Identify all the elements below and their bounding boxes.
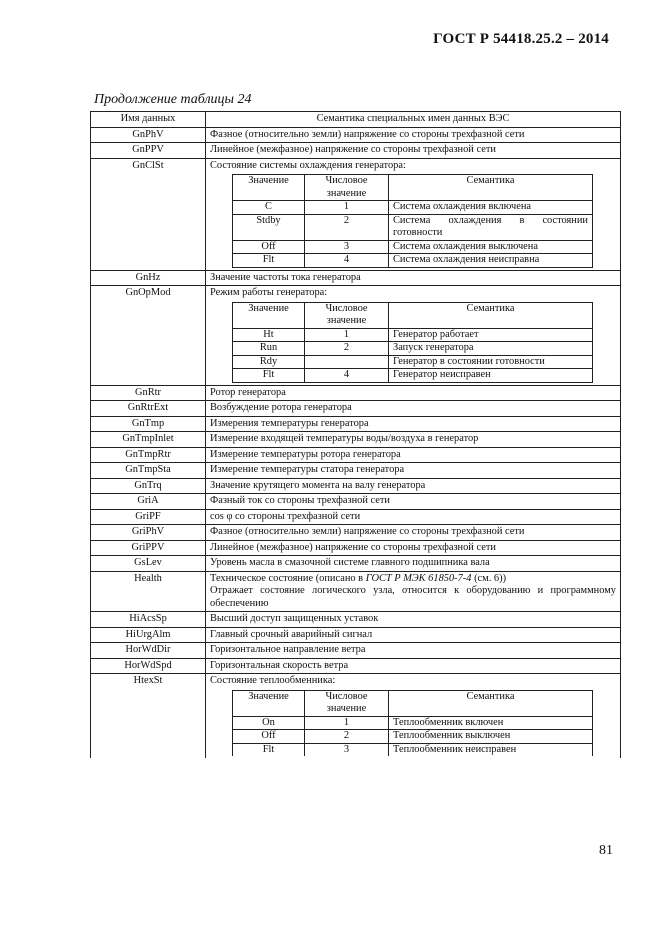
table-row (91, 540, 621, 556)
semantics-cell: Измерение температуры ротора генератора (206, 447, 621, 463)
value-row (233, 355, 593, 369)
numeric-cell: 2 (305, 342, 389, 356)
semantics-cell: Горизонтальная скорость ветра (206, 658, 621, 674)
table-row (91, 674, 621, 759)
semantics-cell: Высший доступ защищенных уставок (206, 612, 621, 628)
numeric-cell: 3 (305, 240, 389, 254)
semantics-cell: Измерение температуры статора генератора (206, 463, 621, 479)
inner-header-numeric: Числовое значение (305, 302, 389, 328)
semantics-cell: Горизонтальное направление ветра (206, 643, 621, 659)
value-row (233, 369, 593, 383)
semantics-cell: Линейное (межфазное) напряжение со стороны трехфазной сети (206, 540, 621, 556)
data-names-table (90, 111, 621, 758)
data-name-cell: HorWdSpd (91, 658, 206, 674)
value-table-header (233, 302, 593, 328)
table-row (91, 571, 621, 612)
column-header-name: Имя данных (91, 112, 206, 128)
data-name-cell: GnTmp (91, 416, 206, 432)
value-row (233, 730, 593, 744)
value-semantics-cell: Система охлаждения в состоянии готовности (389, 214, 593, 240)
semantics-cell: Линейное (межфазное) напряжение со стороны трехфазной сети (206, 143, 621, 159)
inner-header-numeric: Числовое значение (305, 175, 389, 201)
data-name-cell: Health (91, 571, 206, 612)
semantics-cell: Значение крутящего момента на валу генератора (206, 478, 621, 494)
value-row (233, 201, 593, 215)
semantics-note: Отражает состояние логического узла, относится к оборудованию и программному обеспечению (210, 585, 616, 609)
data-name-cell: GnClSt (91, 158, 206, 270)
semantics-cell (206, 571, 621, 612)
value-semantics-cell: Теплообменник неисправен (389, 743, 593, 756)
table-row (91, 143, 621, 159)
value-cell: Ht (233, 328, 305, 342)
page-number: 81 (599, 843, 613, 858)
semantics-cell: Фазное (относительно земли) напряжение со стороны трехфазной сети (206, 525, 621, 541)
table-row (91, 658, 621, 674)
value-semantics-cell: Запуск генератора (389, 342, 593, 356)
semantics-cell: Измерение входящей температуры воды/воздуха в генератор (206, 432, 621, 448)
data-name-cell: HtexSt (91, 674, 206, 759)
semantics-cell: Возбуждение ротора генератора (206, 401, 621, 417)
data-name-cell: HiUrgAlm (91, 627, 206, 643)
table-row (91, 612, 621, 628)
inner-header-semantics: Семантика (389, 175, 593, 201)
value-cell: Run (233, 342, 305, 356)
value-semantics-cell: Теплообменник включен (389, 716, 593, 730)
semantics-cell: Главный срочный аварийный сигнал (206, 627, 621, 643)
value-table (232, 690, 593, 757)
semantics-cell: Значение частоты тока генератора (206, 270, 621, 286)
value-cell: Flt (233, 743, 305, 756)
numeric-cell: 2 (305, 730, 389, 744)
inner-header-semantics: Семантика (389, 690, 593, 716)
semantics-cell (206, 674, 621, 759)
table-row (91, 401, 621, 417)
data-name-cell: GnRtr (91, 385, 206, 401)
data-name-cell: GriPF (91, 509, 206, 525)
value-semantics-cell: Генератор неисправен (389, 369, 593, 383)
table-row (91, 158, 621, 270)
numeric-cell: 4 (305, 254, 389, 268)
data-name-cell: GriPPV (91, 540, 206, 556)
data-name-cell: HorWdDir (91, 643, 206, 659)
table-row (91, 627, 621, 643)
data-name-cell: GsLev (91, 556, 206, 572)
value-cell: Flt (233, 369, 305, 383)
standard-reference: ГОСТ Р МЭК 61850-7-4 (365, 572, 472, 584)
column-header-semantics: Семантика специальных имен данных ВЭС (206, 112, 621, 128)
value-cell: On (233, 716, 305, 730)
value-table-header (233, 690, 593, 716)
table-row (91, 556, 621, 572)
data-name-cell: GnTmpInlet (91, 432, 206, 448)
value-cell: Off (233, 730, 305, 744)
inner-header-semantics: Семантика (389, 302, 593, 328)
value-table (232, 174, 593, 268)
semantics-cell: cos φ со стороны трехфазной сети (206, 509, 621, 525)
text-after-ref: (см. 6)) (471, 572, 507, 584)
value-row (233, 716, 593, 730)
table-row (91, 432, 621, 448)
semantics-cell: Фазное (относительно земли) напряжение со стороны трехфазной сети (206, 127, 621, 143)
value-row (233, 240, 593, 254)
data-name-cell: GnPPV (91, 143, 206, 159)
numeric-cell: 4 (305, 369, 389, 383)
data-name-cell: GnRtrExt (91, 401, 206, 417)
value-semantics-cell: Теплообменник выключен (389, 730, 593, 744)
value-row (233, 743, 593, 756)
table-row (91, 509, 621, 525)
value-cell: Stdby (233, 214, 305, 240)
data-name-cell: GnTmpRtr (91, 447, 206, 463)
table-row (91, 385, 621, 401)
table-row (91, 127, 621, 143)
table-row (91, 286, 621, 386)
table-row (91, 463, 621, 479)
value-semantics-cell: Система охлаждения неисправна (389, 254, 593, 268)
semantics-text: Состояние системы охлаждения генератора: (210, 159, 406, 171)
text-before-ref: Техническое состояние (описано в (210, 572, 366, 584)
semantics-text: Состояние теплообменника: (210, 675, 336, 686)
value-cell: Flt (233, 254, 305, 268)
semantics-cell: Уровень масла в смазочной системе главного подшипника вала (206, 556, 621, 572)
value-semantics-cell: Система охлаждения включена (389, 201, 593, 215)
numeric-cell: 2 (305, 214, 389, 240)
numeric-cell: 1 (305, 716, 389, 730)
value-row (233, 342, 593, 356)
data-name-cell: GnTrq (91, 478, 206, 494)
table-row (91, 643, 621, 659)
semantics-cell: Ротор генератора (206, 385, 621, 401)
value-table-header (233, 175, 593, 201)
data-name-cell: GriA (91, 494, 206, 510)
table-row (91, 478, 621, 494)
inner-header-value: Значение (233, 302, 305, 328)
inner-header-value: Значение (233, 690, 305, 716)
numeric-cell (305, 355, 389, 369)
data-name-cell: GnHz (91, 270, 206, 286)
value-row (233, 254, 593, 268)
value-cell: C (233, 201, 305, 215)
numeric-cell: 1 (305, 201, 389, 215)
semantics-cell: Измерения температуры генератора (206, 416, 621, 432)
semantics-text (210, 573, 616, 586)
inner-header-numeric: Числовое значение (305, 690, 389, 716)
semantics-text: Режим работы генератора: (210, 287, 328, 298)
document-header: ГОСТ Р 54418.25.2 – 2014 (433, 31, 609, 47)
value-row (233, 214, 593, 240)
semantics-cell (206, 286, 621, 386)
table-row (91, 447, 621, 463)
data-name-cell: GnOpMod (91, 286, 206, 386)
table-caption: Продолжение таблицы 24 (94, 92, 252, 107)
data-name-cell: GriPhV (91, 525, 206, 541)
numeric-cell: 3 (305, 743, 389, 756)
value-cell: Rdy (233, 355, 305, 369)
table-row (91, 416, 621, 432)
table-row (91, 494, 621, 510)
semantics-cell: Фазный ток со стороны трехфазной сети (206, 494, 621, 510)
table-header-row (91, 112, 621, 128)
value-semantics-cell: Генератор в состоянии готовности (389, 355, 593, 369)
table-row (91, 525, 621, 541)
inner-header-value: Значение (233, 175, 305, 201)
value-row (233, 328, 593, 342)
data-name-cell: HiAcsSp (91, 612, 206, 628)
value-cell: Off (233, 240, 305, 254)
value-semantics-cell: Генератор работает (389, 328, 593, 342)
value-semantics-cell: Система охлаждения выключена (389, 240, 593, 254)
semantics-cell (206, 158, 621, 270)
table-row (91, 270, 621, 286)
value-table (232, 302, 593, 383)
data-name-cell: GnPhV (91, 127, 206, 143)
numeric-cell: 1 (305, 328, 389, 342)
data-name-cell: GnTmpSta (91, 463, 206, 479)
